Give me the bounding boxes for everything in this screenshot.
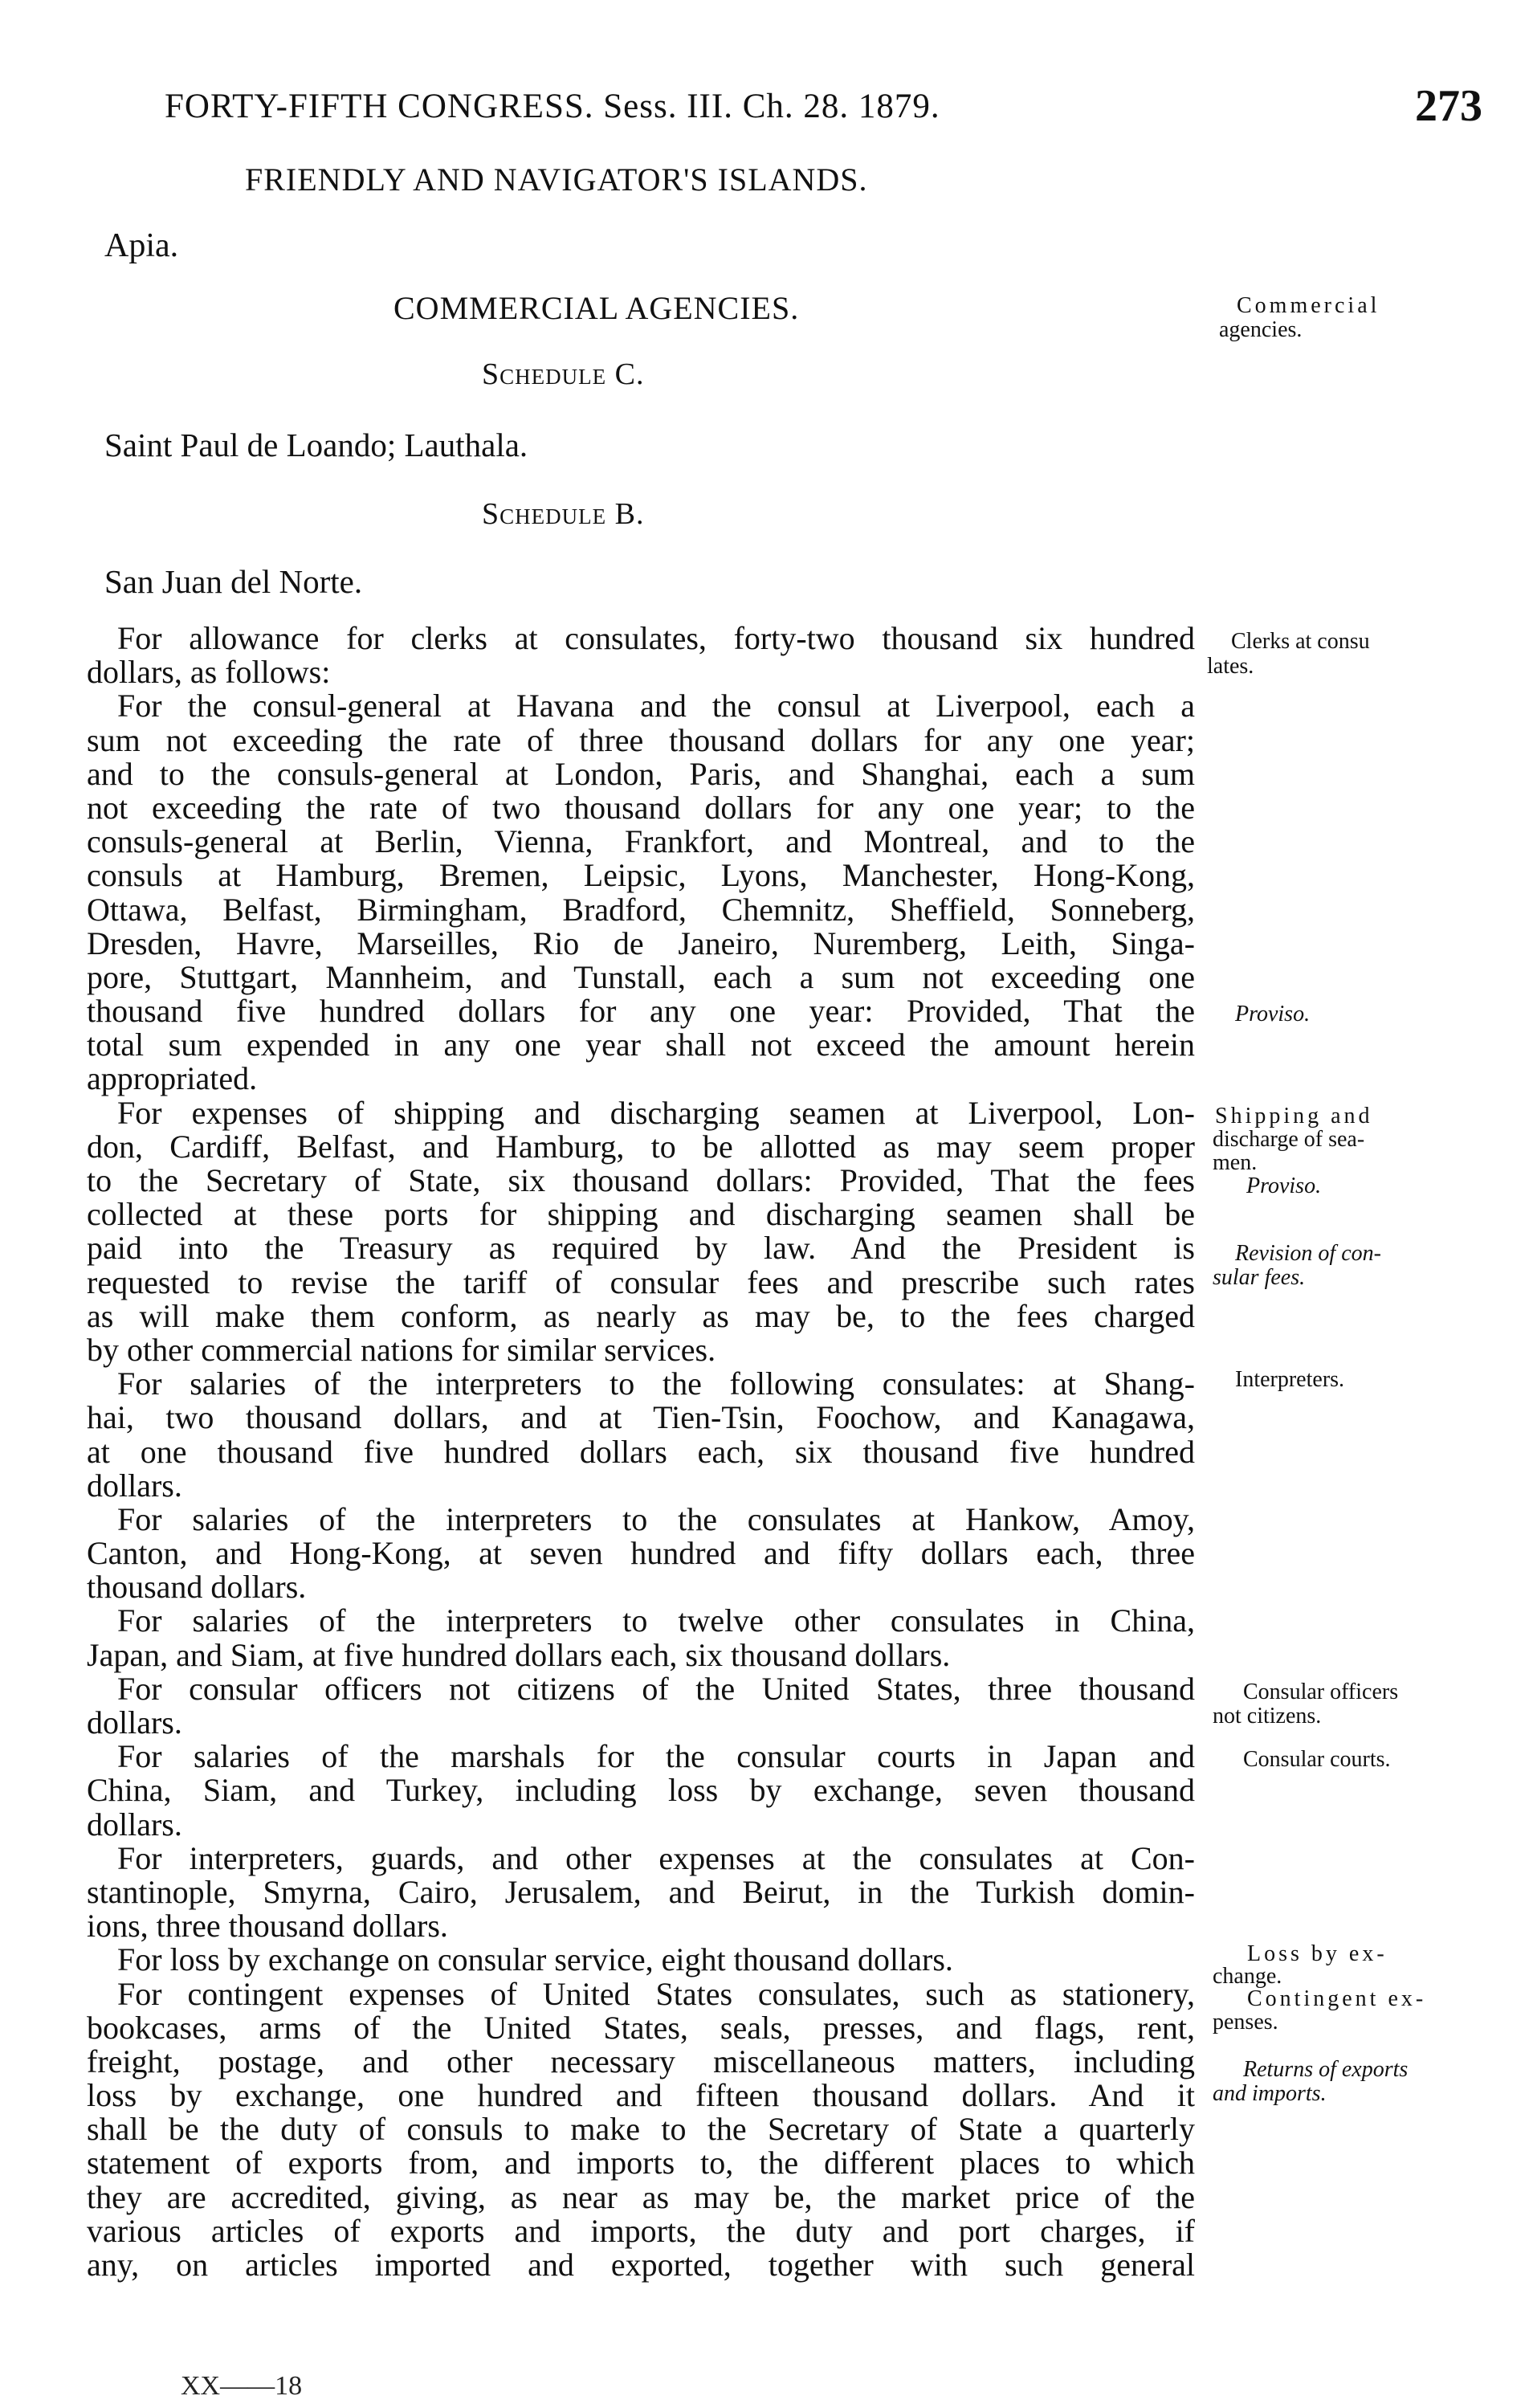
body-line: China, Siam, and Turkey, including loss by exchange, seven thousand — [87, 1772, 1195, 1809]
body-line: For interpreters, guards, and other expenses at the consulates at Con- — [117, 1839, 1195, 1876]
body-line: For salaries of the interpreters to the consulates at Hankow, Amoy, — [117, 1500, 1195, 1537]
margin-note-commercial-agencies-cont: agencies. — [1219, 317, 1303, 342]
running-head: FORTY-FIFTH CONGRESS. Sess. III. Ch. 28. 1879. — [165, 88, 940, 125]
body-line: For salaries of the interpreters to the following consulates: at Shang- — [117, 1365, 1195, 1402]
place-saint-paul: Saint Paul de Loando; Lauthala. — [104, 427, 528, 463]
margin-note-revision: Revision of con- — [1235, 1241, 1381, 1266]
page-number: 273 — [1415, 81, 1482, 131]
body-line: dollars. — [87, 1806, 182, 1843]
body-line: For the consul-general at Havana and the consul at Liverpool, each a — [117, 688, 1195, 724]
body-line: by other commercial nations for similar services. — [87, 1331, 716, 1368]
body-line: consuls at Hamburg, Bremen, Leipsic, Lyons, Manchester, Hong-Kong, — [87, 857, 1195, 894]
body-line: total sum expended in any one year shall not exceed the amount herein — [87, 1026, 1195, 1063]
body-line: and to the consuls-general at London, Paris, and Shanghai, each a sum — [87, 755, 1195, 792]
schedule-b-heading: Schedule B. — [482, 497, 645, 531]
margin-note-contingent-cont: penses. — [1213, 2010, 1278, 2035]
margin-note-proviso-2: Proviso. — [1246, 1173, 1322, 1198]
body-line: thousand dollars. — [87, 1569, 307, 1606]
place-apia: Apia. — [104, 227, 179, 264]
margin-note-clerks-cont: lates. — [1207, 654, 1254, 679]
body-line: For consular officers not citizens of the United States, three thousand — [117, 1670, 1195, 1707]
body-line: they are accredited, giving, as near as may be, the market price of the — [87, 2178, 1195, 2215]
body-line: Japan, and Siam, at five hundred dollars each, six thousand dollars. — [87, 1636, 951, 1673]
body-line: any, on articles imported and exported, together with such general — [87, 2247, 1195, 2283]
margin-note-clerks: Clerks at consu — [1231, 629, 1370, 654]
margin-note-shipping: Shipping and — [1215, 1104, 1373, 1128]
margin-note-returns: Returns of exports — [1243, 2057, 1409, 2082]
body-line: For salaries of the interpreters to twelve other consulates in China, — [117, 1602, 1195, 1639]
body-line: various articles of exports and imports, the duty and port charges, if — [87, 2212, 1195, 2249]
body-line: ions, three thousand dollars. — [87, 1908, 448, 1945]
body-line: dollars. — [87, 1467, 182, 1504]
place-san-juan: San Juan del Norte. — [104, 563, 363, 600]
margin-note-shipping-cont2: men. — [1213, 1150, 1258, 1175]
margin-note-interpreters: Interpreters. — [1235, 1367, 1345, 1392]
body-line: pore, Stuttgart, Mannheim, and Tunstall, each a sum not exceeding one — [87, 958, 1195, 995]
body-text — [87, 622, 1195, 2282]
margin-note-commercial-agencies: Commercial — [1237, 293, 1380, 318]
margin-note-consular-officers-cont: not citizens. — [1213, 1704, 1322, 1728]
body-line: paid into the Treasury as required by law. And the President is — [87, 1230, 1195, 1267]
body-line: hai, two thousand dollars, and at Tien-Tsin, Foochow, and Kanagawa, — [87, 1399, 1195, 1436]
margin-note-consular-courts: Consular courts. — [1243, 1747, 1391, 1772]
body-line: statement of exports from, and imports to, the different places to which — [87, 2145, 1195, 2181]
section-heading-friendly-islands: FRIENDLY AND NAVIGATOR'S ISLANDS. — [245, 161, 868, 198]
body-line: For allowance for clerks at consulates, forty-two thousand six hundred — [117, 620, 1195, 656]
body-line: For expenses of shipping and discharging seamen at Liverpool, Lon- — [117, 1094, 1195, 1131]
body-line: Dresden, Havre, Marseilles, Rio de Janeiro, Nuremberg, Leith, Singa- — [87, 924, 1195, 961]
body-line: to the Secretary of State, six thousand dollars: Provided, That the fees — [87, 1162, 1195, 1198]
body-line: dollars. — [87, 1704, 182, 1741]
body-line: dollars, as follows: — [87, 654, 331, 691]
body-line: at one thousand five hundred dollars each, six thousand five hundred — [87, 1433, 1195, 1470]
margin-note-proviso: Proviso. — [1235, 1002, 1311, 1026]
body-line: loss by exchange, one hundred and fifteen thousand dollars. And it — [87, 2077, 1195, 2114]
body-line: consuls-general at Berlin, Vienna, Frankfort, and Montreal, and to the — [87, 823, 1195, 860]
section-heading-commercial-agencies: COMMERCIAL AGENCIES. — [393, 290, 800, 326]
margin-note-consular-officers: Consular officers — [1243, 1679, 1399, 1704]
margin-note-shipping-cont: discharge of sea- — [1213, 1127, 1365, 1152]
body-line: Ottawa, Belfast, Birmingham, Bradford, Chemnitz, Sheffield, Sonneberg, — [87, 891, 1195, 928]
body-line: freight, postage, and other necessary miscellaneous matters, including — [87, 2043, 1195, 2079]
body-line: as will make them conform, as nearly as may be, to the fees charged — [87, 1297, 1195, 1334]
body-line: thousand five hundred dollars for any one year: Provided, That the — [87, 993, 1195, 1030]
body-line: shall be the duty of consuls to make to the Secretary of State a quarterly — [87, 2111, 1195, 2148]
body-line: Canton, and Hong-Kong, at seven hundred and fifty dollars each, three — [87, 1535, 1195, 1572]
body-line: For contingent expenses of United States consulates, such as stationery, — [117, 1975, 1195, 2012]
body-line: sum not exceeding the rate of three thousand dollars for any one year; — [87, 721, 1195, 758]
body-line: For loss by exchange on consular service, eight thousand dollars. — [117, 1941, 953, 1978]
margin-note-loss-by-exchange-cont: change. — [1213, 1964, 1282, 1989]
body-line: not exceeding the rate of two thousand dollars for any one year; to the — [87, 789, 1195, 826]
margin-note-returns-cont: and imports. — [1213, 2081, 1327, 2106]
body-line: For salaries of the marshals for the consular courts in Japan and — [117, 1738, 1195, 1775]
body-line: appropriated. — [87, 1060, 258, 1097]
margin-note-contingent: Contingent ex- — [1247, 1986, 1427, 2011]
margin-note-revision-cont: sular fees. — [1213, 1265, 1306, 1290]
body-line: requested to revise the tariff of consular fees and prescribe such rates — [87, 1263, 1195, 1300]
body-line: collected at these ports for shipping and discharging seamen shall be — [87, 1196, 1195, 1233]
signature-mark: XX——18 — [181, 2371, 303, 2401]
schedule-c-heading: Schedule C. — [482, 357, 645, 391]
body-line: bookcases, arms of the United States, seals, presses, and flags, rent, — [87, 2009, 1195, 2046]
body-line: don, Cardiff, Belfast, and Hamburg, to be allotted as may seem proper — [87, 1128, 1195, 1165]
body-line: stantinople, Smyrna, Cairo, Jerusalem, and Beirut, in the Turkish domin- — [87, 1873, 1195, 1910]
margin-note-loss-by-exchange: Loss by ex- — [1247, 1941, 1388, 1966]
